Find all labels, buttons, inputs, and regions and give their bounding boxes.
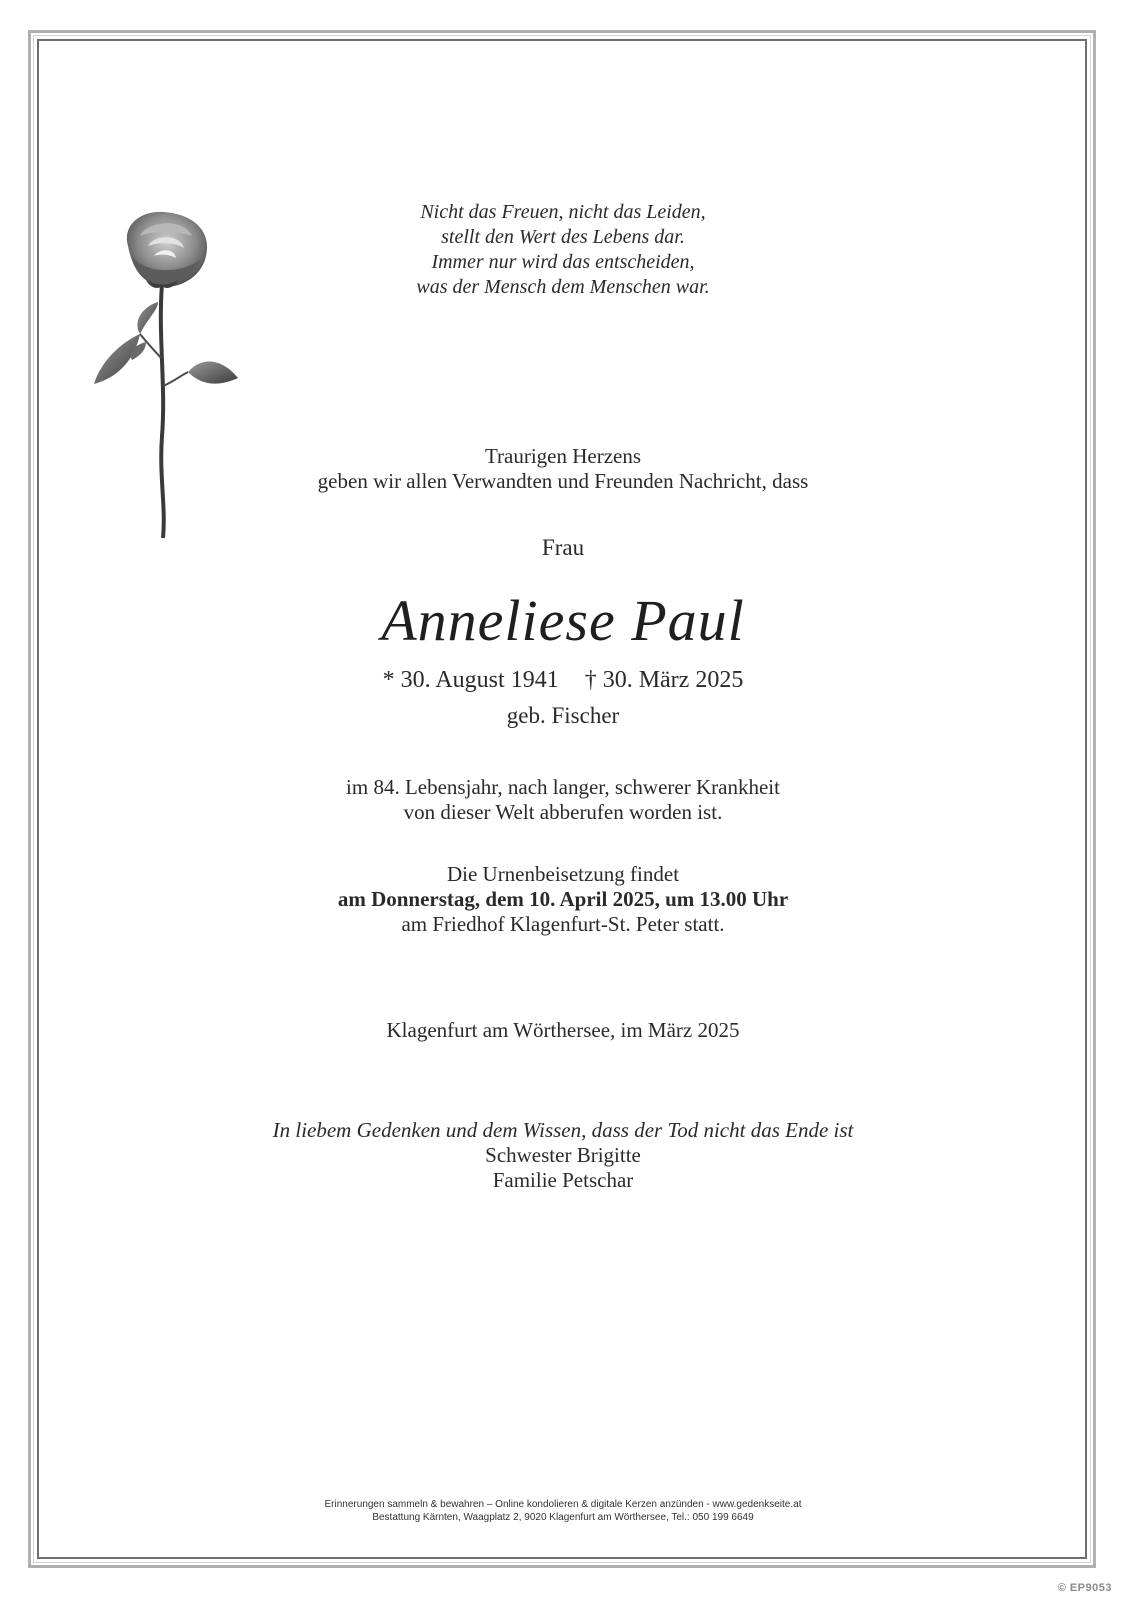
poem-line: stellt den Wert des Lebens dar. (441, 226, 685, 248)
death-date: † 30. März 2025 (584, 667, 744, 693)
burial-info (0, 862, 1126, 937)
intro-line: geben wir allen Verwandten und Freunden Nachricht, dass (317, 469, 809, 493)
intro-line: Traurigen Herzens (484, 444, 642, 468)
burial-location: am Friedhof Klagenfurt-St. Peter statt. (401, 912, 725, 936)
poem-line: Nicht das Freuen, nicht das Leiden, (420, 201, 706, 223)
footer (0, 1498, 1126, 1524)
mourner-name: Schwester Brigitte (485, 1143, 641, 1167)
announcement-text (0, 775, 1126, 825)
place-and-date: Klagenfurt am Wörthersee, im März 2025 (386, 1018, 740, 1042)
dedication: In liebem Gedenken und dem Wissen, dass der Tod nicht das Ende ist (272, 1118, 854, 1142)
deceased-name: Anneliese Paul (381, 588, 745, 653)
maiden-name: geb. Fischer (506, 703, 620, 728)
corner-code: © EP9053 (1057, 1582, 1112, 1594)
footer-line: Erinnerungen sammeln & bewahren – Online kondolieren & digitale Kerzen anzünden - www.gedenkseite.at (324, 1499, 802, 1510)
mourner-name: Familie Petschar (492, 1168, 634, 1192)
birth-date: * 30. August 1941 (382, 667, 559, 693)
intro-text (0, 444, 1126, 494)
announcement-line: von dieser Welt abberufen worden ist. (403, 800, 723, 824)
poem-line: Immer nur wird das entscheiden, (431, 251, 695, 273)
salutation: Frau (541, 535, 585, 560)
poem (0, 200, 1126, 300)
burial-line: Die Urnenbeisetzung findet (446, 862, 680, 886)
mourners (0, 1118, 1126, 1193)
poem-line: was der Mensch dem Menschen war. (416, 276, 710, 298)
life-dates (0, 665, 1126, 695)
announcement-line: im 84. Lebensjahr, nach langer, schwerer Krankheit (346, 775, 780, 799)
footer-line: Bestattung Kärnten, Waagplatz 2, 9020 Klagenfurt am Wörthersee, Tel.: 050 199 6649 (372, 1512, 754, 1523)
burial-date-time: am Donnerstag, dem 10. April 2025, um 13.00 Uhr (337, 887, 789, 911)
